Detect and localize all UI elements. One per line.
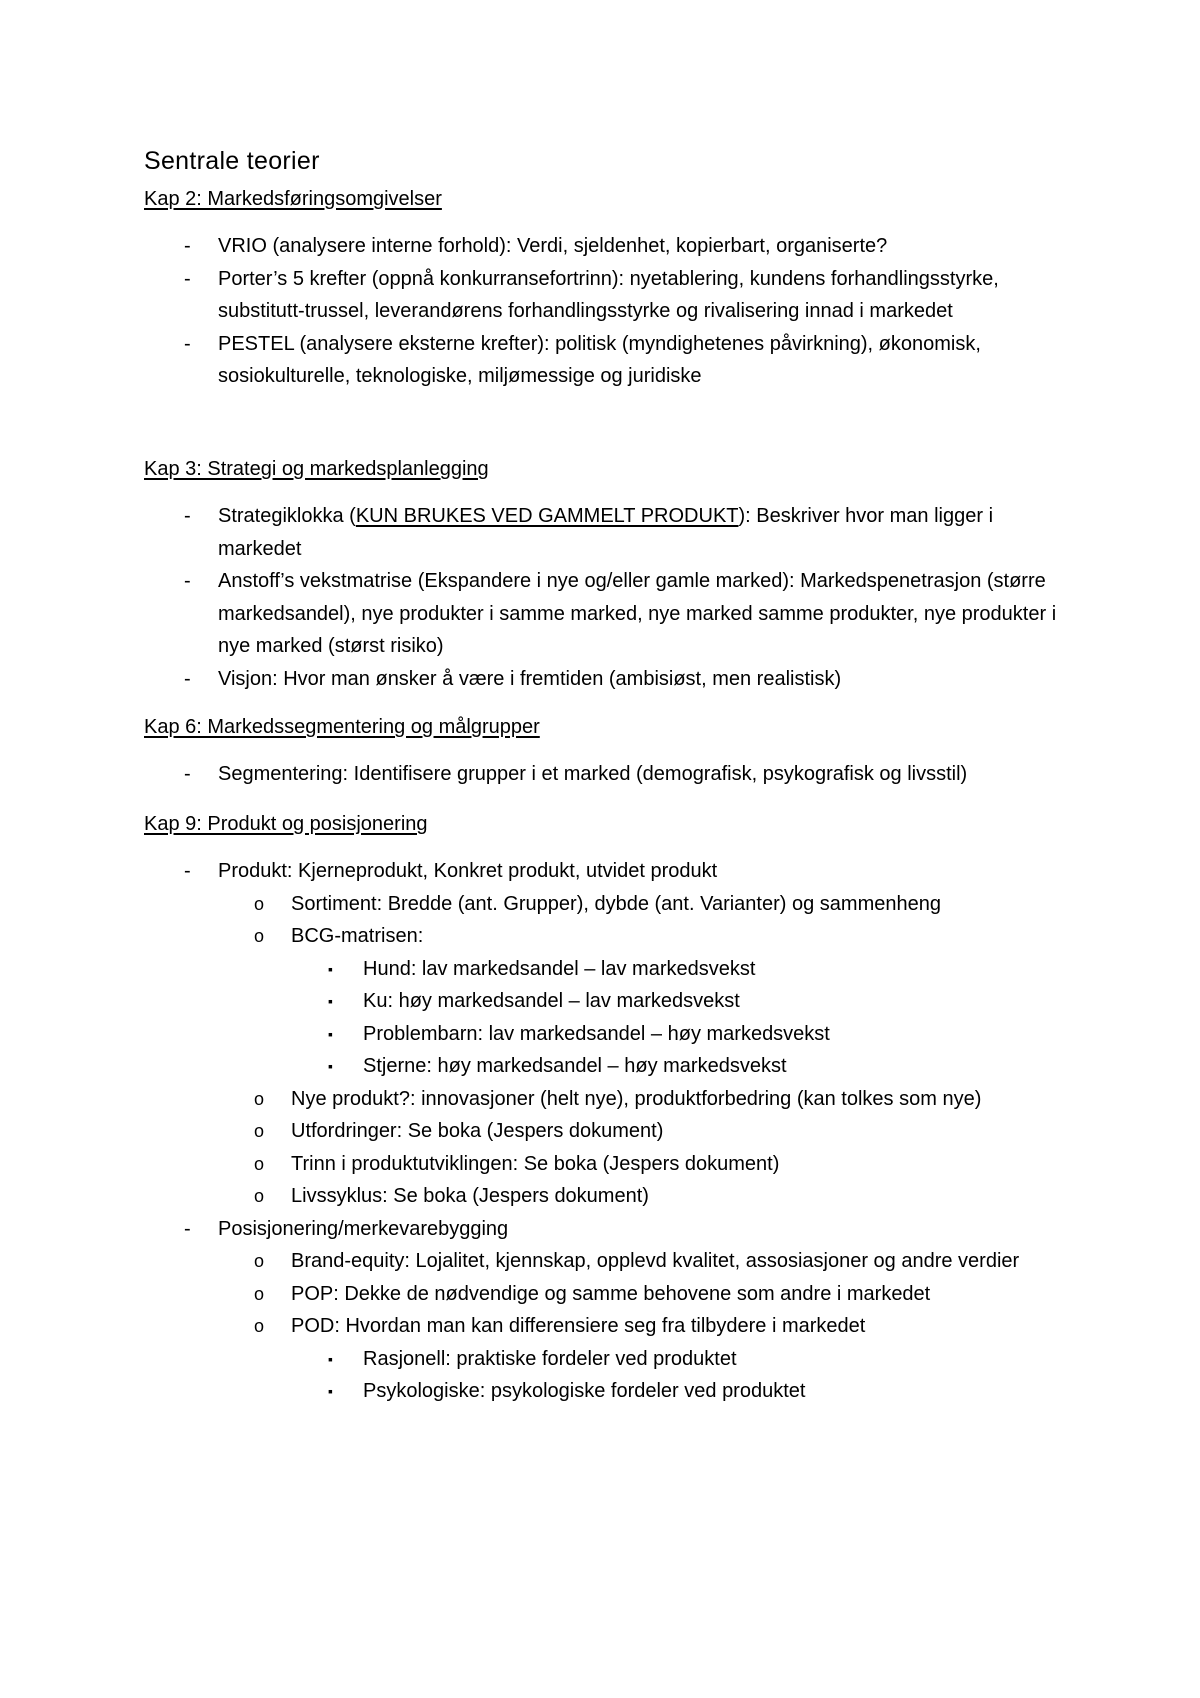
- circle-bullet: o: [254, 1251, 265, 1271]
- item-text: Ku: høy markedsandel – lav markedsvekst: [363, 990, 740, 1012]
- item-text-suffix: ): Beskriver hvor man ligger i markedet: [218, 505, 994, 560]
- list-item: [144, 855, 1074, 888]
- list-item: [144, 500, 1074, 565]
- item-text: VRIO (analysere interne forhold): Verdi, sjeldenhet, kopierbart, organiserte?: [218, 235, 888, 257]
- circle-bullet: o: [254, 1316, 265, 1336]
- dash-bullet: -: [184, 667, 191, 690]
- dash-bullet: -: [184, 332, 191, 355]
- list-item: [144, 953, 1074, 986]
- list-item: [144, 888, 1074, 921]
- item-text: Visjon: Hvor man ønsker å være i fremtiden (ambisiøst, men realistisk): [218, 667, 842, 690]
- list-item: [144, 263, 1074, 328]
- circle-bullet: o: [254, 1088, 265, 1109]
- circle-bullet: o: [254, 1121, 265, 1141]
- dash-bullet: -: [184, 860, 191, 882]
- section-heading-kap9: Kap 9: Produkt og posisjonering: [144, 813, 428, 835]
- circle-bullet: o: [254, 1153, 265, 1174]
- list-item: [144, 985, 1074, 1018]
- circle-bullet: o: [254, 926, 265, 946]
- item-text: Stjerne: høy markedsandel – høy markedsvekst: [363, 1055, 787, 1077]
- square-bullet: ▪: [328, 960, 333, 977]
- item-text: Trinn i produktutviklingen: Se boka (Jespers dokument): [291, 1152, 780, 1175]
- item-text: Posisjonering/merkevarebygging: [218, 1217, 509, 1240]
- document-title: Sentrale teorier: [144, 147, 320, 175]
- list-item: [144, 1343, 1074, 1376]
- item-text: BCG-matrisen:: [291, 925, 424, 947]
- list-item: [144, 230, 1074, 263]
- list-item: [144, 1310, 1074, 1343]
- section-heading-kap2: Kap 2: Markedsføringsomgivelser: [144, 188, 442, 210]
- item-text: Produkt: Kjerneprodukt, Konkret produkt, utvidet produkt: [218, 860, 718, 882]
- section-kap6: [144, 712, 1074, 791]
- list-item: [144, 565, 1074, 663]
- square-bullet: ▪: [328, 1058, 333, 1074]
- square-bullet: ▪: [328, 993, 333, 1009]
- dash-bullet: -: [184, 763, 191, 785]
- item-text-underlined: KUN BRUKES VED GAMMELT PRODUKT: [355, 505, 739, 527]
- section-kap3: [144, 454, 1074, 695]
- list-item: [144, 1115, 1074, 1148]
- section-heading-kap3: Kap 3: Strategi og markedsplanlegging: [144, 458, 489, 480]
- dash-bullet: -: [184, 505, 191, 527]
- item-text: Anstoff’s vekstmatrise (Ekspandere i nye og/eller gamle marked): Markedspenetrasjon (større markedsandel), nye produkter i samme marked, nye marked samme produkter, nye produkter i nye marked (størst risiko): [218, 570, 1057, 657]
- circle-bullet: o: [254, 1283, 265, 1304]
- dash-bullet: -: [184, 235, 191, 257]
- item-text: Livssyklus: Se boka (Jespers dokument): [291, 1185, 649, 1207]
- item-text: Psykologiske: psykologiske fordeler ved produktet: [363, 1380, 806, 1402]
- item-text: Sortiment: Bredde (ant. Grupper), dybde (ant. Varianter) og sammenheng: [291, 892, 941, 915]
- circle-bullet: o: [254, 893, 265, 914]
- item-text: Problembarn: lav markedsandel – høy markedsvekst: [363, 1022, 830, 1045]
- item-text: Rasjonell: praktiske fordeler ved produktet: [363, 1347, 737, 1370]
- item-text: Nye produkt?: innovasjoner (helt nye), produktforbedring (kan tolkes som nye): [291, 1087, 982, 1110]
- item-text: Hund: lav markedsandel – lav markedsvekst: [363, 957, 756, 980]
- square-bullet: ▪: [328, 1350, 333, 1367]
- list-item: [144, 1148, 1074, 1181]
- circle-bullet: o: [254, 1186, 265, 1206]
- square-bullet: ▪: [328, 1383, 333, 1399]
- section-kap2: [144, 184, 1074, 393]
- list-item: [144, 328, 1074, 393]
- item-text: Brand-equity: Lojalitet, kjennskap, opplevd kvalitet, assosiasjoner og andre verdier: [291, 1250, 1020, 1272]
- item-text: Segmentering: Identifisere grupper i et marked (demografisk, psykografisk og livsstil): [218, 763, 968, 785]
- item-text-prefix: Strategiklokka (: [218, 505, 356, 527]
- item-text: POD: Hvordan man kan differensiere seg fra tilbydere i markedet: [291, 1315, 866, 1337]
- item-text: Utfordringer: Se boka (Jespers dokument): [291, 1120, 664, 1142]
- list-item: [144, 1375, 1074, 1408]
- section-heading-kap6: Kap 6: Markedssegmentering og målgrupper: [144, 716, 540, 738]
- dash-bullet: -: [184, 570, 191, 592]
- list-item: [144, 1213, 1074, 1246]
- list-item: [144, 1278, 1074, 1311]
- item-text: POP: Dekke de nødvendige og samme behovene som andre i markedet: [291, 1282, 931, 1305]
- list-item: [144, 1245, 1074, 1278]
- list-item: [144, 1083, 1074, 1116]
- item-text: PESTEL (analysere eksterne krefter): politisk (myndighetenes påvirkning), økonomisk, sosiokulturelle, teknologiske, miljømessige og juridiske: [218, 332, 981, 387]
- list-item: [144, 663, 1074, 696]
- list-item: [144, 920, 1074, 953]
- square-bullet: ▪: [328, 1025, 333, 1042]
- item-text: Porter’s 5 krefter (oppnå konkurransefortrinn): nyetablering, kundens forhandlingsstyrke, substitutt-trussel, leverandørens forhandlingsstyrke og rivalisering innad i markedet: [218, 267, 999, 322]
- list-item: [144, 1180, 1074, 1213]
- dash-bullet: -: [184, 267, 191, 290]
- section-kap9: [144, 809, 1074, 1408]
- list-item: [144, 758, 1074, 791]
- list-item: [144, 1050, 1074, 1083]
- dash-bullet: -: [184, 1217, 191, 1240]
- list-item: [144, 1018, 1074, 1051]
